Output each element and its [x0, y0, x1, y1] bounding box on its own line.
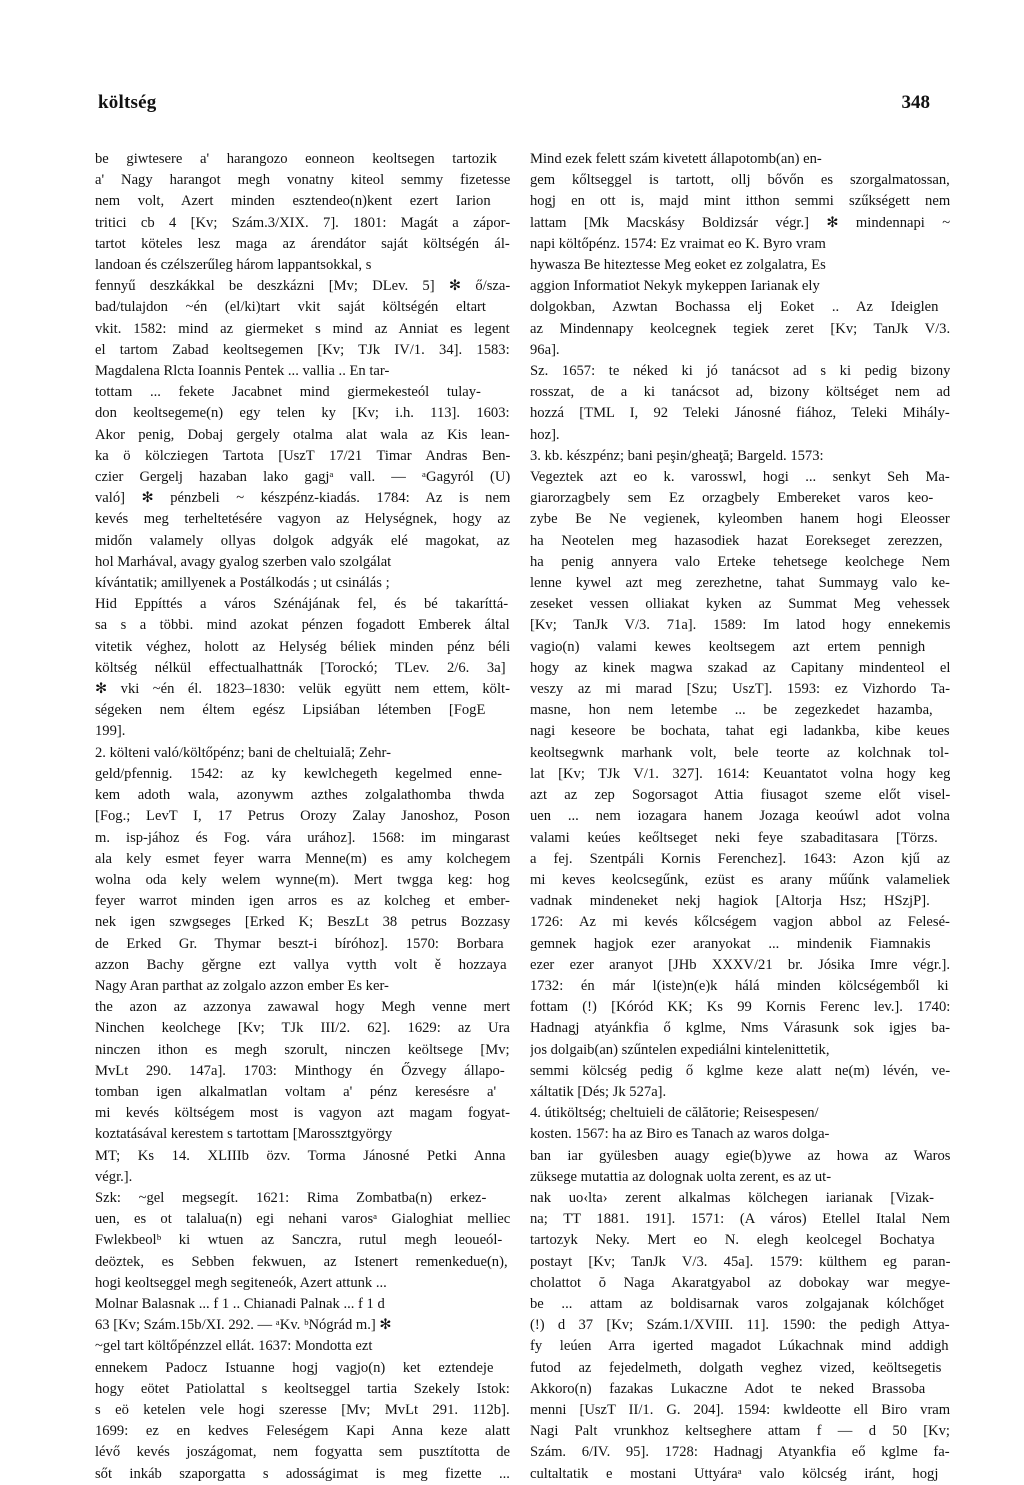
text-line: Szk: ~gel megsegít. 1621: Rima Zombatba(n) erkez-: [95, 1189, 487, 1206]
text-line: ha penig annyera valo Erteke tehetsege keolchege Nem: [530, 553, 950, 570]
text-line: aggion Informatiot Nekyk mykeppen Iarianak ely: [530, 278, 820, 295]
text-line: kosten. 1567: ha az Biro es Tanach az waros dolga-: [530, 1126, 830, 1143]
text-line: nagi keseore be bochata, tahat egi ladankba, kibe keues: [530, 723, 950, 740]
text-line: rosszat, de a ki tanácsot ad, bizony költséget nem ad: [530, 384, 950, 401]
text-line: 1726: Az mi kevés kőlcségem vagjon abbol az Felesé-: [530, 914, 950, 931]
text-line: lattam [Mk Macskásy Boldizsár végr.] ✻ mindennapi ~: [530, 214, 950, 231]
text-line: zybe Be Ne vegienek, kyleomben hanem hogi Eleosser: [530, 511, 950, 528]
text-line: Sz. 1657: te néked ki jó tanácsot ad s ki pedig bizony: [530, 363, 950, 380]
text-line: hogj en ott is, majd mint itthon semmi szűkségett nem: [530, 193, 950, 210]
text-line: ✻ vki ~én él. 1823–1830: velük együtt nem ettem, költ-: [95, 681, 510, 698]
text-line: hoz].: [530, 426, 560, 443]
text-line: költség nélkül effectualhattnák [Torockó; TLev. 2/6. 3a]: [95, 659, 506, 676]
text-line: landoan és czélszerűleg három lappantsokkal, s: [95, 257, 372, 274]
text-line: 63 [Kv; Szám.15b/XI. 292. — ᵃKv. ᵇNógrád m.] ✻: [95, 1317, 392, 1334]
text-line: a fej. Szentpáli Kornis Ferenchez]. 1643: Azon kjű az: [530, 850, 950, 867]
text-line: a' Nagy harangot megh vonatny kiteol semmy fizetesse: [95, 172, 510, 189]
text-line: ~gel tart költőpénzzel ellát. 1637: Mondotta ezt: [95, 1338, 373, 1355]
text-line: vagio(n) valami kewes keoltsegem azt ertem pennigh: [530, 638, 926, 655]
text-line: 1732: én már l(iste)n(e)k hálá minden kölcségemből ki: [530, 977, 949, 994]
text-line: hogy eötet Patiolattal s keoltseggel tartia Szekely Istok:: [95, 1380, 510, 1397]
text-line: ennekem Padocz Istuanne hogj vagjo(n) ket eztendeje: [95, 1359, 494, 1376]
text-line: ala kely esmet feyer warra Menne(m) es amy kolchegem: [95, 850, 510, 867]
text-line: el tartom Zabad keoltsegemen [Kv; TJk IV/1. 34]. 1583:: [95, 341, 510, 358]
text-line: azzon Bachy gěrgne ezt vallya vytth volt ě hozzaya: [95, 956, 507, 973]
text-line: vadnak mindeneket nekj hagiok [Altorja Hsz; HSzjP].: [530, 893, 930, 910]
text-line: hywasza Be hiteztesse Meg eoket ez zolgalatra, Es: [530, 257, 826, 274]
text-line: nak uo‹lta› zerent alkalmas kölchegen iarianak [Vizak-: [530, 1189, 935, 1206]
text-line: dolgokban, Azwtan Bochassa elj Eoket .. Az Ideiglen: [530, 299, 939, 316]
text-line: azt az zep Sogorsagot Attia fiusagot szeme előt visel-: [530, 787, 950, 804]
text-line: vitetik véghez, holott az Helység béliek minden pénz béli: [95, 638, 510, 655]
text-line: don keoltsegeme(n) egy telen ky [Kv; i.h. 113]. 1603:: [95, 405, 510, 422]
text-line: [Fog.; LevT I, 17 Petrus Orozy Zalay Janoshoz, Poson: [95, 808, 510, 825]
text-line: 96a].: [530, 341, 560, 358]
text-line: gemnek hagjok ezer aranyokat ... mindenik Fiamnakis: [530, 935, 931, 952]
text-line: zeseket vessen olliakat kyken az Summat Meg vehessek: [530, 596, 950, 613]
text-line: hogy az kinek magwa szakad az Capitany mindenteol el: [530, 659, 950, 676]
text-line: tomban igen alkalmatlan voltam a' pénz keresésre a': [95, 1083, 497, 1100]
text-line: kem adoth wala, azonywm azthes zolgalathomba thwda: [95, 787, 505, 804]
text-line: Akor penig, Dobaj gergely otalma alat wala az Kis lean-: [95, 426, 510, 443]
text-line: Hadnagj atyánkfia ő kglme, Nms Várasunk sok igjes ba-: [530, 1020, 950, 1037]
text-line: the azon az azzonya zawawal hogy Megh venne mert: [95, 999, 510, 1016]
text-line: masne, hon nem letembe ... be zegezkedet hazamba,: [530, 702, 933, 719]
text-line: giarorzagbely sem Ez orzagbely Embereket varos keo-: [530, 490, 934, 507]
text-line: veszy az mi marad [Szu; UszT]. 1593: ez Vizhordo Ta-: [530, 681, 950, 698]
text-line: jos dolgaib(an) szűntelen expediálni kintelenittetik,: [530, 1041, 830, 1058]
text-line: Hid Eppíttés a város Szénájának fel, és bé takaríttá-: [95, 596, 509, 613]
text-line: Nagy Aran parthat az zolgalo azzon ember Es ker-: [95, 977, 389, 994]
text-line: Akkoro(n) fazakas Lukaczne Adot te neked Brassoba: [530, 1380, 926, 1397]
text-line: ezer ezer aranyot [JHb XXXV/21 br. Jósika Imre végr.].: [530, 956, 950, 973]
text-line: tartozyk Neky. Mert eo N. elegh keolcegel Bochatya: [530, 1232, 935, 1249]
text-line: [Kv; TanJk V/3. 71a]. 1589: Im latod hogy ennekemis: [530, 617, 950, 634]
text-line: 4. útiköltség; cheltuieli de călătorie; Reisespesen/: [530, 1105, 819, 1122]
text-line: tottam ... fekete Jacabnet mind giermekesteól tulay-: [95, 384, 481, 401]
text-line: midőn valamely ollyas dolgok adgyák elé magokat, az: [95, 532, 510, 549]
text-line: lat [Kv; TJk V/1. 327]. 1614: Keuantatot volna hogy keg: [530, 765, 950, 782]
right-column: [530, 149, 950, 1485]
text-line: lévő kevés joszágomat, nem fogyatta sem pusztította de: [95, 1444, 510, 1461]
text-line: Szám. 6/IV. 95]. 1728: Hadnagj Atyankfia eő kglme fa-: [530, 1444, 950, 1461]
text-line: fottam (!) [Kóród KK; Ks 99 Kornis Ferenc lev.]. 1740:: [530, 999, 950, 1016]
text-line: az Mindennapy keolcegnek tegiek zeret [Kv; TanJk V/3.: [530, 320, 950, 337]
text-line: sőt inkáb szaporgatta s adosságimat is meg fizette ...: [95, 1465, 510, 1482]
text-line: hozzá [TML I, 92 Teleki Jánosné fiához, Teleki Mihály-: [530, 405, 950, 422]
text-line: cultaltatik e mostani Uttyáraᵃ valo kölcség iránt, hogj: [530, 1465, 939, 1482]
text-line: 2. költeni való/költőpénz; bani de cheltuială; Zehr-: [95, 744, 391, 761]
text-line: gem kőltseggel is tartott, ollj bővőn es szorgalmatossan,: [530, 172, 950, 189]
text-line: Mind ezek felett szám kivetett állapotomb(an) en-: [530, 151, 822, 167]
text-line: bad/tulajdon ~én (el/ki)tart vkit saját költségén eltart: [95, 299, 486, 316]
text-line: tritici cb 4 [Kv; Szám.3/XIX. 7]. 1801: Magát a zápor-: [95, 214, 510, 231]
text-line: futod az fejedelmeth, dolgath veghez vized, keöltsegetis: [530, 1359, 942, 1376]
text-line: feyer warrot minden igen arros es az kolcheg et ember-: [95, 893, 510, 910]
text-line: uen ... nem iozagara hanem Jozaga keoúwl adot volna: [530, 808, 950, 825]
text-line: sa s a többi. mind azokat pénzen fogadott Emberek által: [95, 617, 510, 634]
text-line: geld/pfennig. 1542: az ky kewlchegeth kegelmed enne-: [95, 765, 502, 782]
text-line: Molnar Balasnak ... f 1 .. Chianadi Palnak ... f 1 d: [95, 1295, 385, 1312]
text-line: wolna oda kely welem wynne(m). Mert twgga keg: hog: [95, 871, 510, 888]
text-line: 1699: ez en kedves Feleségem Kapi Anna keze alatt: [95, 1423, 510, 1440]
text-line: Vegeztek azt eo k. varosswl, hogi ... senkyt Seh Ma-: [530, 469, 950, 486]
text-line: mi keves keolcsegűnk, ezüst es arany műűnk valameliek: [530, 871, 950, 888]
text-line: tartot köteles lesz maga az árendátor saját költségén ál-: [95, 235, 510, 252]
text-line: lenne kywel azt meg zerezhetne, tahat Summayg valo ke-: [530, 575, 950, 592]
text-line: vkit. 1582: mind az giermeket s mind az Anniat es legent: [95, 320, 510, 337]
text-line: czier Gergelj hazaban lako gagjᵃ vall. — ᵃGagyról (U): [95, 469, 510, 486]
text-line: való] ✻ pénzbeli ~ készpénz-kiadás. 1784: Az is nem: [95, 490, 510, 507]
text-line: ségeken nem éltem egész Lipsiában létemben [FogE: [95, 702, 486, 719]
text-line: ban iar gyülesben auagy egie(b)ywe az howa az Waros: [530, 1147, 950, 1164]
text-line: nem volt, Azert minden esztendeo(n)kent ezert Iarion: [95, 193, 491, 210]
text-line: uen, es ot talalua(n) egi nehani varosᵃ Gialoghiat melliec: [95, 1211, 510, 1228]
text-line: semmi kölcség pedig ő kglme keze alatt ne(m) lévén, ve-: [530, 1062, 950, 1079]
text-line: postayt [Kv; TanJk V/3. 45a]. 1579: külthem eg paran-: [530, 1253, 950, 1270]
text-line: 199].: [95, 723, 126, 740]
text-line: menni [UszT II/1. G. 204]. 1594: kwldeotte ell Biro vram: [530, 1401, 950, 1418]
text-line: de Erked Gr. Thymar beszt-i bíróhoz]. 1570: Borbara: [95, 935, 504, 952]
text-line: napi költőpénz. 1574: Ez vraimat eo K. Byro vram: [530, 235, 826, 252]
text-line: hol Marhával, avagy gyalog szerben valo szolgálat: [95, 553, 392, 570]
text-line: cholattot ŏ Naga Akaratgyabol az dobokay war megye-: [530, 1274, 950, 1291]
text-line: ninczen ithon es megh szorult, ninczen keöltsege [Mv;: [95, 1041, 510, 1058]
text-line: (!) d 37 [Kv; Szám.1/XVIII. 11]. 1590: the pedigh Attya-: [530, 1317, 950, 1334]
text-line: MT; Ks 14. XLIIIb özv. Torma Jánosné Petki Anna: [95, 1147, 506, 1164]
text-line: züksege mutattia az dolognak uolta zerent, es az ut-: [530, 1168, 832, 1185]
text-line: MvLt 290. 147a]. 1703: Minthogy én Őzvegy állapo-: [95, 1062, 505, 1079]
text-line: kevés meg terheltetésére vagyon az Helységnek, hogy az: [95, 511, 510, 528]
text-line: Fwlekbeolᵇ ki wtuen az Sanczra, rutul megh leoueól-: [95, 1232, 503, 1249]
text-line: s eö ketelen vele hogi szeresse [Mv; MvLt 291. 112b].: [95, 1401, 510, 1418]
page-number: 348: [901, 92, 930, 113]
text-line: nek igen szwgseges [Erked K; BeszLt 38 petrus Bozzasy: [95, 914, 510, 931]
text-line: deöztek, es Sebben fekwuen, az Istenert remenkedue(n),: [95, 1253, 508, 1270]
text-line: fennyű deszkákkal be deszkázni [Mv; DLev. 5] ✻ ő/sza-: [95, 278, 510, 295]
text-line: ka ö kölcziegen Tartota [UszT 17/21 Timar Andras Ben-: [95, 447, 510, 464]
text-line: végr.].: [95, 1168, 133, 1185]
left-column: [95, 149, 510, 1485]
text-line: hogi keoltseggel megh segiteneók, Azert attunk ...: [95, 1274, 387, 1291]
text-line: Nagi Palt vrunkhoz keltseghere attam f — d 50 [Kv;: [530, 1423, 950, 1440]
text-line: be giwtesere a' harangozo eonneon keoltsegen tartozik: [95, 151, 497, 167]
text-line: fy leúen Arra igerted magadot Lúkachnak mind addigh: [530, 1338, 949, 1355]
text-line: be ... attam az boldisarnak varos zolgajanak kólchőget: [530, 1295, 945, 1312]
text-line: koztatásával kerestem s tartottam [Marossztgyörgy: [95, 1126, 393, 1143]
text-line: 3. kb. készpénz; bani peşin/gheaţă; Bargeld. 1573:: [530, 447, 824, 464]
text-line: keoltsegwnk marhank volt, bele teorte az kolchnak tol-: [530, 744, 949, 761]
text-line: kívántatik; amillyenek a Postálkodás ; ut csinálás ;: [95, 575, 390, 592]
running-head-word: költség: [98, 92, 157, 113]
text-line: mi kevés költségem most is vagyon azt magam fogyat-: [95, 1105, 510, 1122]
text-line: Magdalena Rlcta Ioannis Pentek ... vallia .. En tar-: [95, 363, 390, 380]
text-line: Ninchen keolchege [Kv; TJk III/2. 62]. 1629: az Ura: [95, 1020, 510, 1037]
text-line: na; TT 1881. 191]. 1571: (A város) Etellel Italal Nem: [530, 1211, 950, 1228]
text-line: ha Neotelen meg hazasodiek hazat Eorekseget zerezzen,: [530, 532, 943, 549]
text-line: m. isp-jához és Fog. vára urához]. 1568: im mingarast: [95, 829, 510, 846]
text-line: xáltatik [Dés; Jk 527a].: [530, 1083, 667, 1100]
text-line: valami keúes keőltseget neki feye szabaditasara [Törzs.: [530, 829, 938, 846]
